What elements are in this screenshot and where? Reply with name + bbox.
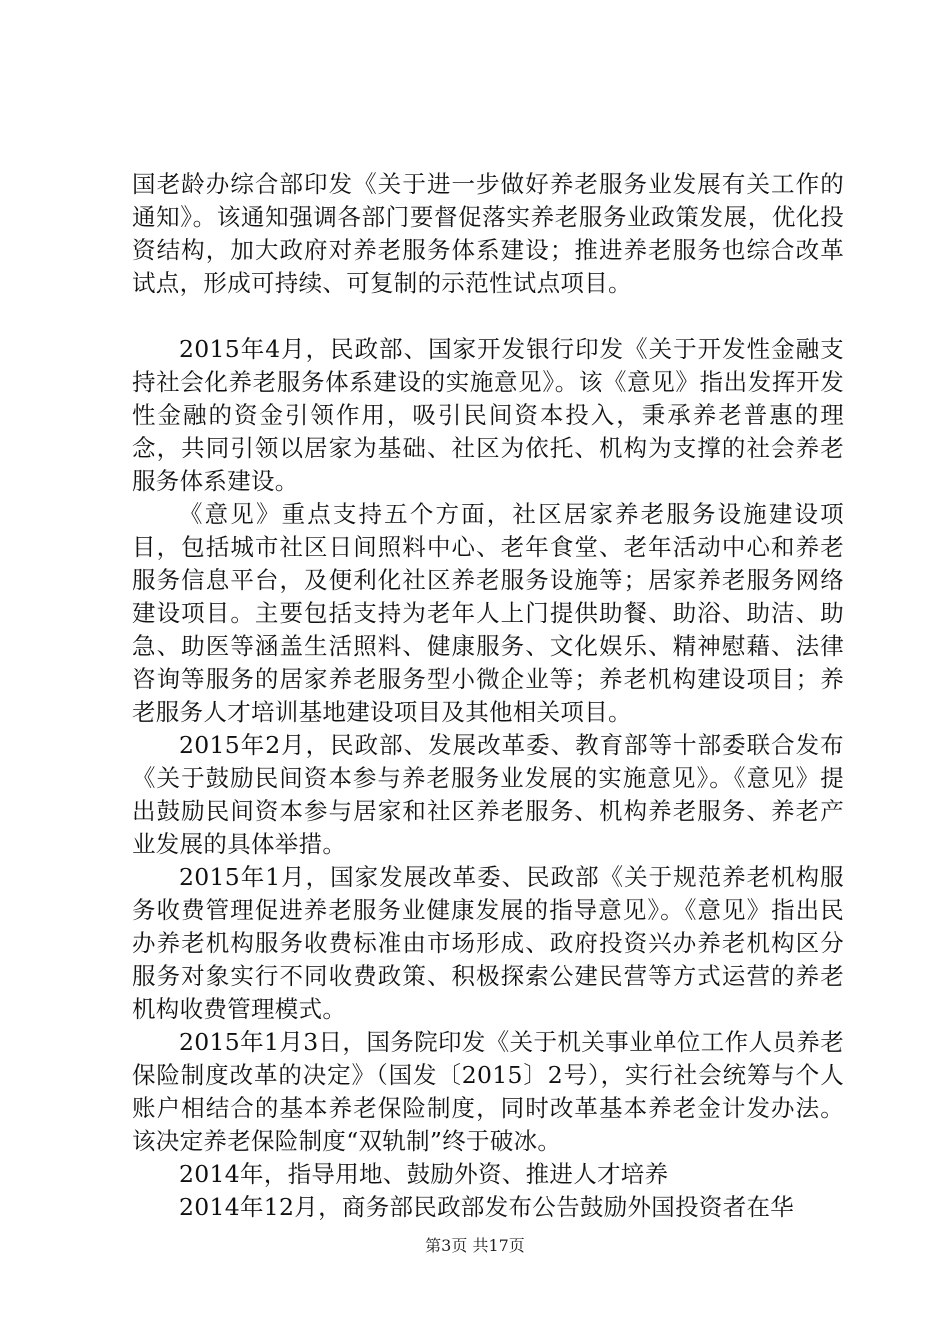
paragraph-1: 国老龄办综合部印发《关于进一步做好养老服务业发展有关工作的通知》。该通知强调各部门要督促落实养老服务业政策发展，优化投资结构，加大政府对养老服务体系建设；推进养老服务也综合改革试点，形成可持续、可复制的示范性试点项目。 <box>132 170 844 297</box>
paragraph-8: 2014年12月，商务部民政部发布公告鼓励外国投资者在华 <box>179 1193 795 1221</box>
page-footer: 第3页 共17页 <box>425 1236 525 1255</box>
document-body <box>132 168 844 1224</box>
paragraph-2: 2015年4月，民政部、国家开发银行印发《关于开发性金融支持社会化养老服务体系建设的实施意见》。该《意见》指出发挥开发性金融的资金引领作用，吸引民间资本投入，秉承养老普惠的理念，共同引领以居家为基础、社区为依托、机构为支撑的社会养老服务体系建设。 <box>132 335 844 495</box>
paragraph-6: 2015年1月3日，国务院印发《关于机关事业单位工作人员养老保险制度改革的决定》（国发〔2015〕2号），实行社会统筹与个人账户相结合的基本养老保险制度，同时改革基本养老金计发办法。该决定养老保险制度“双轨制”终于破冰。 <box>132 1028 844 1155</box>
paragraph-3: 《意见》重点支持五个方面，社区居家养老服务设施建设项目，包括城市社区日间照料中心、老年食堂、老年活动中心和养老服务信息平台，及便利化社区养老服务设施等；居家养老服务网络建设项目。主要包括支持为老年人上门提供助餐、助浴、助洁、助急、助医等涵盖生活照料、健康服务、文化娱乐、精神慰藉、法律咨询等服务的居家养老服务型小微企业等；养老机构建设项目；养老服务人才培训基地建设项目及其他相关项目。 <box>132 500 844 726</box>
paragraph-4: 2015年2月，民政部、发展改革委、教育部等十部委联合发布《关于鼓励民间资本参与养老服务业发展的实施意见》。《意见》提出鼓励民间资本参与居家和社区养老服务、机构养老服务、养老产业发展的具体举措。 <box>132 731 844 858</box>
paragraph-5: 2015年1月，国家发展改革委、民政部《关于规范养老机构服务收费管理促进养老服务业健康发展的指导意见》。《意见》指出民办养老机构服务收费标准由市场形成、政府投资兴办养老机构区分服务对象实行不同收费政策、积极探索公建民营等方式运营的养老机构收费管理模式。 <box>132 863 844 1023</box>
paragraph-7: 2014年，指导用地、鼓励外资、推进人才培养 <box>179 1160 669 1188</box>
